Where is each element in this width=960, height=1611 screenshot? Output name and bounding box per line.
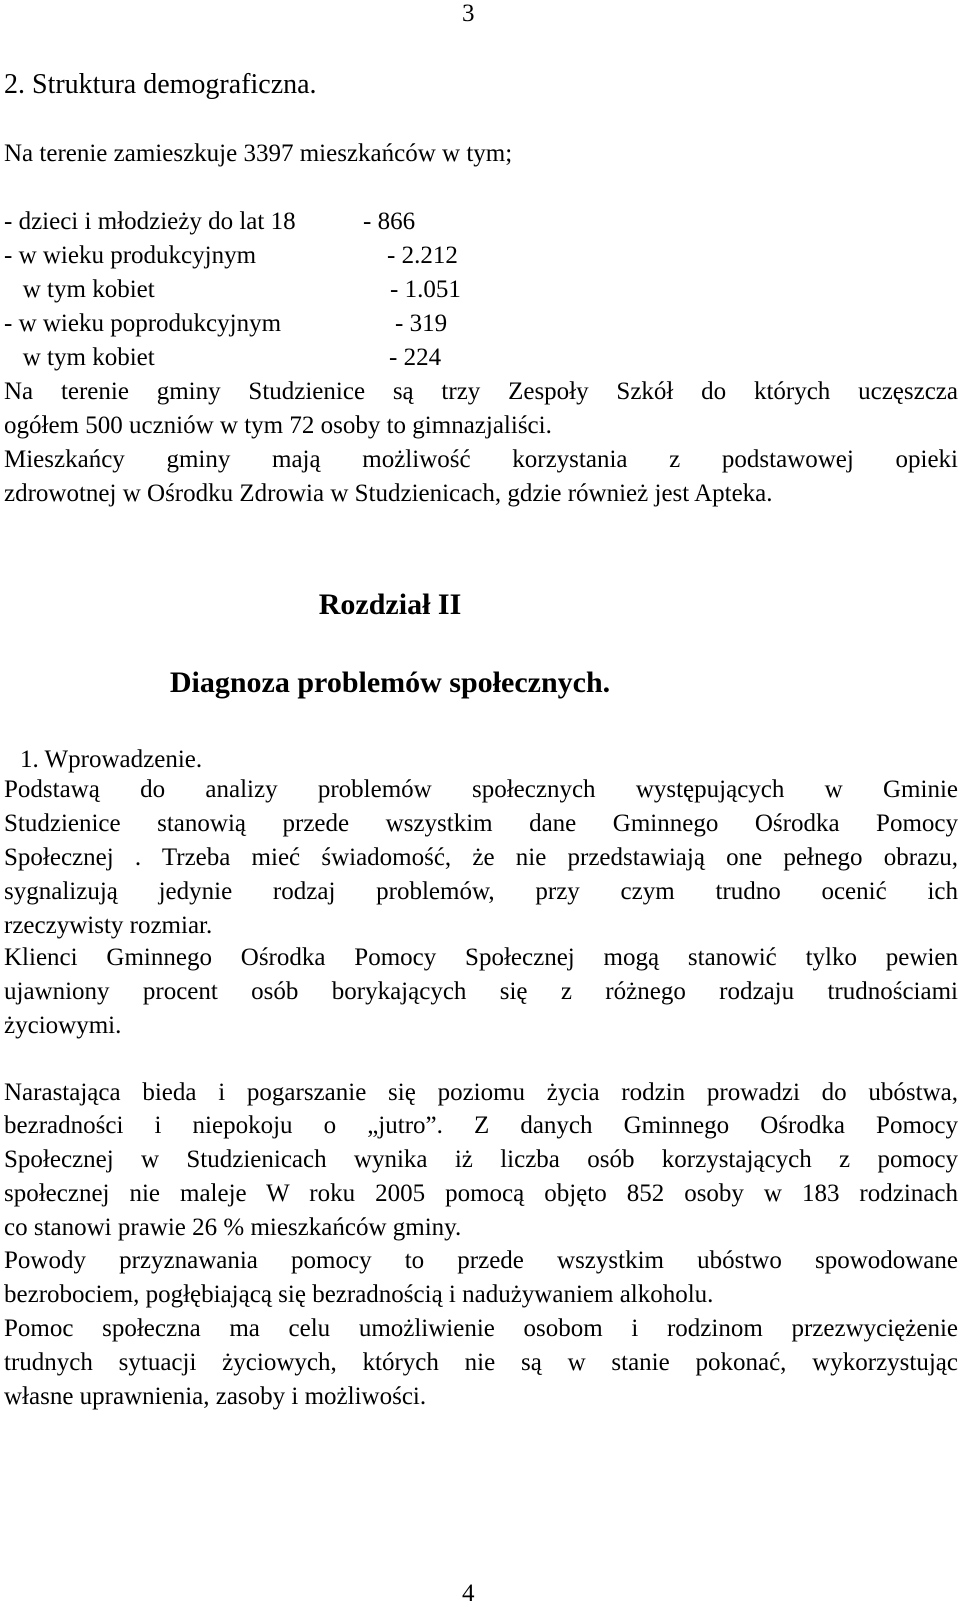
paragraph-line: własne uprawnienia, zasoby i możliwości. (4, 1383, 427, 1410)
stat-row (4, 341, 155, 375)
paragraph-line: Podstawą do analizy problemów społecznych występujących w Gminie (4, 776, 958, 803)
paragraph-line: co stanowi prawie 26 % mieszkańców gminy. (4, 1214, 462, 1241)
chapter-subheading: Diagnoza problemów społecznych. (169, 666, 611, 699)
stat-label: w tym kobiet (4, 276, 155, 303)
paragraph-line: społecznej nie maleje W roku 2005 pomocą objęto 852 osoby w 183 rodzinach (4, 1180, 958, 1207)
paragraph-line: Studzienice stanowią przede wszystkim dane Gminnego Ośrodka Pomocy (4, 810, 958, 837)
chapter-heading: Rozdział II (318, 588, 462, 621)
stat-label: - w wieku produkcyjnym (4, 242, 257, 269)
paragraph-line: Społecznej w Studzienicach wynika iż liczba osób korzystających z pomocy (4, 1146, 958, 1173)
stat-row (4, 205, 296, 239)
paragraph-line: trudnych sytuacji życiowych, których nie są w stanie pokonać, wykorzystując (4, 1349, 958, 1376)
paragraph-line: bezrobociem, pogłębiającą się bezradnością i nadużywaniem alkoholu. (4, 1281, 714, 1308)
subsection-title: 1. Wprowadzenie. (20, 746, 203, 773)
page-number-top: 3 (462, 0, 475, 27)
paragraph-line: Pomoc społeczna ma celu umożliwienie osobom i rodzinom przezwyciężenie (4, 1315, 958, 1342)
paragraph-line: rzeczywisty rozmiar. (4, 912, 213, 939)
paragraph-line: Społecznej . Trzeba mieć świadomość, że nie przedstawiają one pełnego obrazu, (4, 844, 958, 871)
paragraph-line: ujawniony procent osób borykających się z różnego rodzaju trudnościami (4, 978, 958, 1005)
paragraph-line: bezradności i niepokoju o „jutro”. Z danych Gminnego Ośrodka Pomocy (4, 1112, 958, 1139)
stat-row (4, 239, 256, 273)
stat-value: - 2.212 (387, 242, 458, 269)
paragraph-line: Na terenie gminy Studzienice są trzy Zespoły Szkół do których uczęszcza (4, 378, 958, 405)
stat-row (4, 307, 281, 341)
stat-label: - dzieci i młodzieży do lat 18 (4, 208, 296, 235)
paragraph-line: ogółem 500 uczniów w tym 72 osoby to gimnazjaliści. (4, 412, 552, 439)
paragraph-line: Klienci Gminnego Ośrodka Pomocy Społecznej mogą stanowić tylko pewien (4, 944, 958, 971)
stat-row (4, 273, 155, 307)
intro-line: Na terenie zamieszkuje 3397 mieszkańców w tym; (4, 140, 513, 167)
stat-value: - 1.051 (390, 276, 461, 303)
stat-value: - 866 (363, 208, 416, 235)
paragraph-line: Mieszkańcy gminy mają możliwość korzystania z podstawowej opieki (4, 446, 958, 473)
section-title: 2. Struktura demograficzna. (4, 69, 317, 100)
stat-value: - 224 (389, 344, 442, 371)
paragraph-line: zdrowotnej w Ośrodku Zdrowia w Studzienicach, gdzie również jest Apteka. (4, 480, 773, 507)
stat-label: w tym kobiet (4, 344, 155, 371)
paragraph-line: sygnalizują jedynie rodzaj problemów, przy czym trudno ocenić ich (4, 878, 958, 905)
paragraph-line: życiowymi. (4, 1012, 122, 1039)
paragraph-line: Powody przyznawania pomocy to przede wszystkim ubóstwo spowodowane (4, 1247, 958, 1274)
stat-label: - w wieku poprodukcyjnym (4, 310, 282, 337)
paragraph-line: Narastająca bieda i pogarszanie się poziomu życia rodzin prowadzi do ubóstwa, (4, 1079, 958, 1106)
stat-value: - 319 (395, 310, 448, 337)
page-number-bottom: 4 (462, 1580, 475, 1607)
